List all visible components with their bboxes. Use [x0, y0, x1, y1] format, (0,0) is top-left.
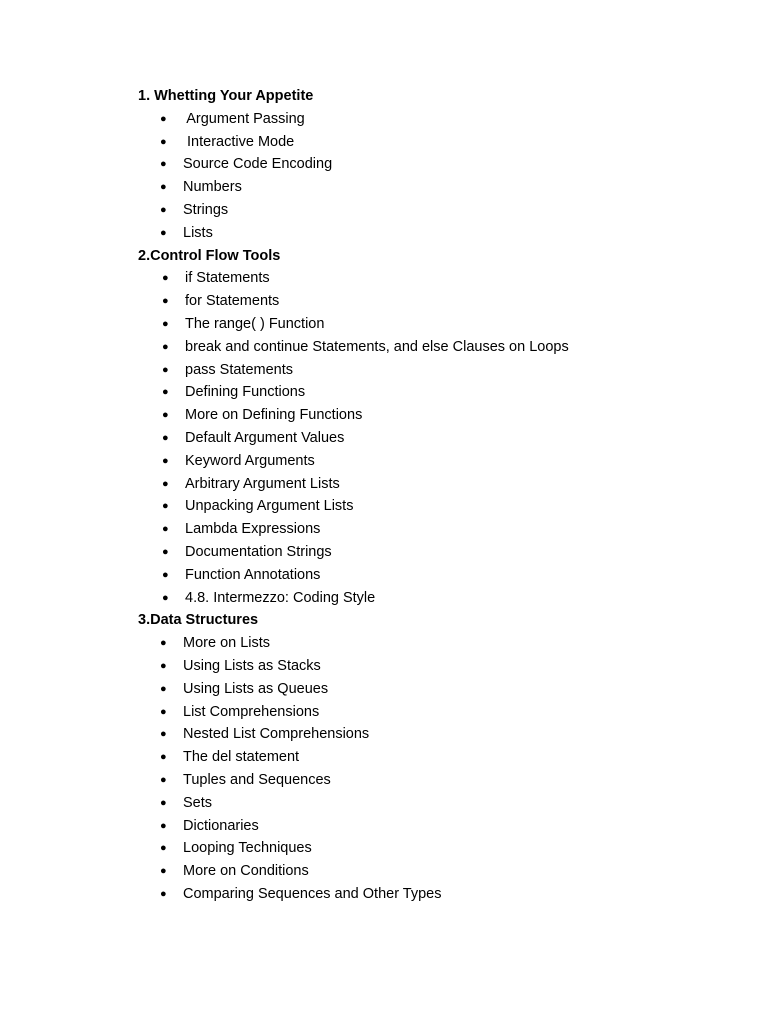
list-item [138, 176, 738, 199]
list-item-text: if Statements [185, 270, 270, 287]
section-heading: 3.Data Structures [138, 612, 259, 629]
bullet-icon: ● [160, 773, 167, 786]
bullet-icon: ● [160, 158, 167, 171]
list-item [138, 678, 738, 701]
section-item-list [138, 632, 738, 906]
bullet-icon: ● [162, 272, 169, 285]
bullet-icon: ● [160, 682, 167, 695]
bullet-icon: ● [160, 659, 167, 672]
list-item-text: Defining Functions [185, 384, 306, 401]
list-item [138, 199, 738, 222]
bullet-icon: ● [162, 523, 169, 536]
list-item-text: The range( ) Function [185, 315, 325, 332]
bullet-icon: ● [162, 363, 169, 376]
bullet-icon: ● [160, 819, 167, 832]
bullet-icon: ● [160, 887, 167, 900]
section-item-list [138, 108, 738, 245]
list-item-text: Unpacking Argument Lists [185, 498, 354, 515]
bullet-icon: ● [160, 203, 167, 216]
bullet-icon: ● [160, 728, 167, 741]
list-item [138, 290, 738, 313]
list-item [138, 336, 738, 359]
list-item [138, 404, 738, 427]
list-item-text: Sets [183, 794, 213, 811]
list-item-text: Dictionaries [183, 817, 259, 834]
list-item-text: Default Argument Values [185, 429, 345, 446]
bullet-icon: ● [160, 181, 167, 194]
bullet-icon: ● [160, 112, 167, 125]
list-item [138, 701, 738, 724]
list-item-text: Source Code Encoding [183, 156, 333, 173]
list-item-text: Lambda Expressions [185, 521, 321, 538]
list-item [138, 108, 738, 131]
bullet-icon: ● [160, 751, 167, 764]
bullet-icon: ● [162, 454, 169, 467]
bullet-icon: ● [162, 500, 169, 513]
bullet-icon: ● [162, 545, 169, 558]
bullet-icon: ● [160, 865, 167, 878]
list-item-text: Lists [183, 224, 213, 241]
list-item-text: More on Lists [183, 635, 271, 652]
list-item [138, 222, 738, 245]
bullet-icon: ● [160, 226, 167, 239]
bullet-icon: ● [162, 431, 169, 444]
bullet-icon: ● [162, 591, 169, 604]
bullet-icon: ● [162, 386, 169, 399]
list-item [138, 564, 738, 587]
bullet-icon: ● [162, 568, 169, 581]
bullet-icon: ● [162, 340, 169, 353]
section-control-flow-tools [138, 245, 738, 610]
list-item-text: Tuples and Sequences [183, 771, 331, 788]
list-item-text: Keyword Arguments [185, 452, 315, 469]
list-item-text: Nested List Comprehensions [183, 726, 370, 743]
list-item-text: Numbers [183, 179, 242, 196]
list-item [138, 815, 738, 838]
list-item [138, 655, 738, 678]
list-item [138, 723, 738, 746]
section-whetting-your-appetite [138, 85, 738, 245]
list-item [138, 267, 738, 290]
list-item-text: The del statement [183, 749, 300, 766]
list-item-text: break and continue Statements, and else Clauses on Loops [185, 338, 569, 355]
list-item-text: Comparing Sequences and Other Types [183, 885, 442, 902]
list-item [138, 313, 738, 336]
section-heading: 1. Whetting Your Appetite [138, 88, 314, 104]
list-item [138, 587, 738, 610]
bullet-icon: ● [160, 796, 167, 809]
list-item [138, 769, 738, 792]
list-item [138, 541, 738, 564]
list-item [138, 792, 738, 815]
bullet-icon: ● [160, 637, 167, 650]
list-item [138, 860, 738, 883]
bullet-icon: ● [162, 295, 169, 308]
list-item-text: Looping Techniques [183, 840, 312, 857]
list-item [138, 381, 738, 404]
list-item-text: More on Defining Functions [185, 407, 363, 424]
list-item [138, 450, 738, 473]
list-item [138, 131, 738, 154]
list-item-text: 4.8. Intermezzo: Coding Style [185, 589, 376, 606]
list-item-text: Documentation Strings [185, 543, 332, 560]
list-item-text: Interactive Mode [183, 133, 295, 150]
list-item [138, 632, 738, 655]
list-item-text: List Comprehensions [183, 703, 320, 720]
list-item-text: Strings [183, 201, 229, 218]
list-item [138, 495, 738, 518]
list-item-text: Argument Passing [183, 110, 305, 127]
bullet-icon: ● [160, 842, 167, 855]
list-item-text: pass Statements [185, 361, 293, 378]
list-item [138, 473, 738, 496]
section-item-list [138, 267, 738, 609]
list-item [138, 359, 738, 382]
list-item [138, 153, 738, 176]
list-item [138, 883, 738, 906]
section-heading: 2.Control Flow Tools [138, 247, 281, 264]
list-item-text: Arbitrary Argument Lists [185, 475, 340, 492]
bullet-icon: ● [162, 409, 169, 422]
list-item [138, 746, 738, 769]
list-item-text: Using Lists as Queues [183, 680, 329, 697]
list-item [138, 837, 738, 860]
bullet-icon: ● [160, 705, 167, 718]
section-data-structures [138, 609, 738, 905]
bullet-icon: ● [162, 317, 169, 330]
list-item-text: for Statements [185, 293, 280, 310]
bullet-icon: ● [162, 477, 169, 490]
table-of-contents [138, 85, 738, 906]
bullet-icon: ● [160, 135, 167, 148]
list-item-text: More on Conditions [183, 863, 309, 880]
list-item [138, 518, 738, 541]
list-item-text: Function Annotations [185, 566, 321, 583]
list-item [138, 427, 738, 450]
list-item-text: Using Lists as Stacks [183, 657, 321, 674]
